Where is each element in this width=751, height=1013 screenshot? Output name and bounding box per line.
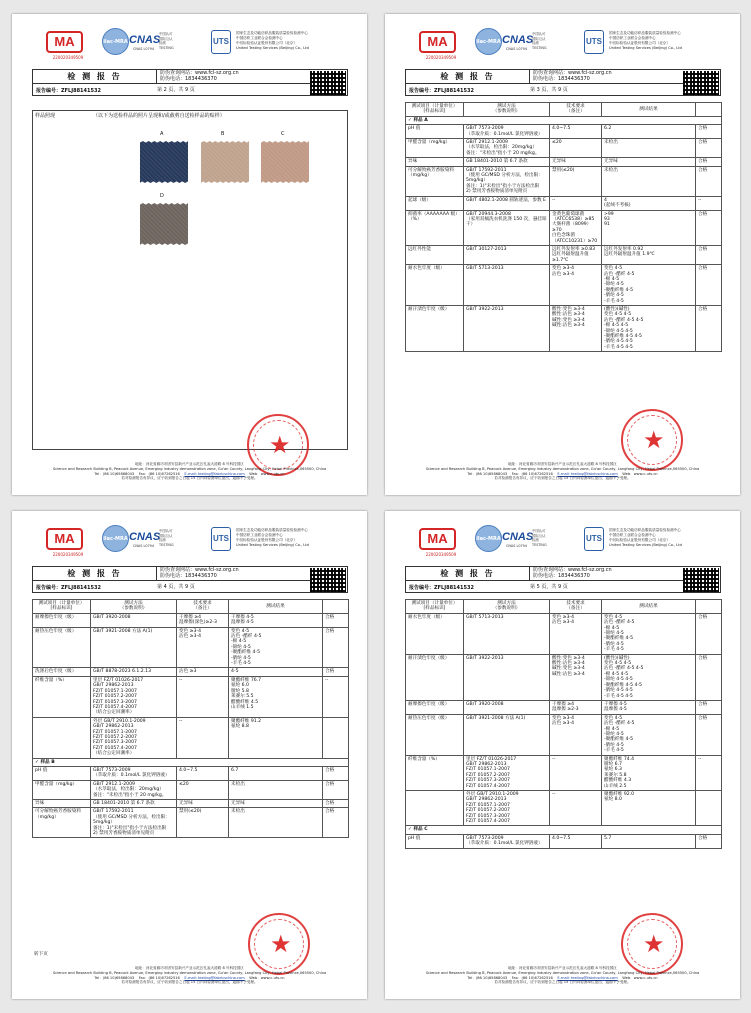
ma-logo: MA <box>46 31 83 53</box>
table-cell: -- <box>550 791 602 826</box>
table-cell: 异味 <box>33 800 91 808</box>
table-cell: 合格 <box>696 158 722 166</box>
table-row <box>406 166 722 196</box>
report-page-5 <box>385 511 740 999</box>
table-cell: 变色 4-5 沾色 -醋纤 4-5 -棉 4-5 -锦纶 4-5 -聚酯纤维 4-5 -腈纶 4-5 -羊毛 4-5 <box>602 265 696 306</box>
qr-code[interactable] <box>310 71 346 95</box>
table-cell: 合格 <box>696 654 722 700</box>
table-cell: 变色 ≥3-4 沾色 ≥3-4 <box>550 714 602 755</box>
table-header-cell: 测试方法 （参数说明） <box>464 103 550 117</box>
lab-name: 国家生态及功能纺织品服装质量检验检测中心 中国纺织工业联合会检测中心 中纺标检验认证股份有限公司（北京） United Testing Services (Beijing) Co., Ltd <box>609 528 682 547</box>
continued-note: 转下页 <box>34 952 48 957</box>
ilac-mra-logo: ilac-MRA <box>102 28 129 55</box>
table-row <box>406 700 722 714</box>
table-row <box>406 125 722 139</box>
table-cell: 耐汗渍色牢度（级） <box>406 306 464 352</box>
report-page-3 <box>385 14 740 495</box>
footer-address-en: Science and Research Building B, Peacock Avenue, Emerging industry demonstration zone, Gu'an County, Langfang City, Hebei Province,065500, China <box>425 466 700 471</box>
results-table <box>32 599 349 838</box>
table-cell: 里层 FZ/T 01026-2017 GB/T 29862-2013 FZ/T 01057.1-2007 FZ/T 01057.2-2007 FZ/T 01057.3-2007 FZ/T 01057.4-2007 （结合公定回潮率） <box>91 676 177 717</box>
uts-logo: UTS <box>211 527 231 551</box>
table-cell: GB 18401-2010 第 6.7 条款 <box>91 800 177 808</box>
page-number: 第 3 页，共 9 页 <box>530 87 568 93</box>
table-cell: 合格 <box>696 210 722 245</box>
table-cell: 酸性:变色 ≥3-4 酸性:沾色 ≥3-4 碱性:变色 ≥3-4 碱性:沾色 ≥3-4 <box>550 654 602 700</box>
table-cell: 远红外发射率 ≥0.83 远红外辐射温升值 ≥1.7℃ <box>550 245 602 264</box>
uts-logo: UTS <box>584 527 604 551</box>
table-cell: 禁用(≤20) <box>550 166 602 196</box>
table-cell: 4.0~7.5 <box>177 766 229 780</box>
footer-tel: Tel：(86 10)65868043 <box>94 471 135 476</box>
table-header-cell <box>323 600 349 614</box>
table-cell: 耐水色牢度（级） <box>406 613 464 654</box>
sample-group-row <box>406 116 722 124</box>
footer-note: 若对检测报告有异议，应于收到报告之日起 15 日内向检测单位提出，逾期不予受理。 <box>121 476 258 481</box>
table-cell: 纤维含量（%） <box>406 755 464 790</box>
uts-logo: UTS <box>584 30 604 54</box>
trace-info <box>530 70 683 83</box>
ma-logo: MA <box>419 528 456 550</box>
ilac-mra-logo: ilac-MRA <box>475 28 502 55</box>
cnas-logo: CNAS <box>502 34 534 46</box>
table-row <box>406 654 722 700</box>
table-cell: 耐热压色牢度（级） <box>33 627 91 668</box>
table-header-cell: 技术要求 （备注） <box>550 600 602 614</box>
table-cell: GB/T 3920-2008 <box>464 700 550 714</box>
table-cell: 合格 <box>696 125 722 139</box>
table-cell <box>406 791 464 826</box>
report-title: 检 测 报 告 <box>406 567 530 580</box>
footer-address-en: Science and Research Building B, Peacock Avenue, Emerging industry demonstration zone, Gu'an County, Langfang City, Hebei Province,065500, China <box>52 466 327 471</box>
table-header-cell: 测试方法 （参数说明） <box>91 600 177 614</box>
table-cell: 合格 <box>323 780 349 799</box>
swatch-label: A <box>160 131 164 137</box>
table-cell: 合格 <box>696 613 722 654</box>
table-cell: GB/T 5713-2013 <box>464 265 550 306</box>
fabric-swatch <box>261 141 309 183</box>
table-cell: GB/T 30127-2013 <box>464 245 550 264</box>
footer-fax: Fax：(86 10)67262516 <box>138 975 180 980</box>
report-number: 报告编号：ZFLJ88141532 <box>409 585 474 591</box>
footer-address-en: Science and Research Building B, Peacock Avenue, Emerging industry demonstration zone, Gu'an County, Langfang City, Hebei Province,065500, China <box>52 970 327 975</box>
table-cell: 变色 ≥3-4 沾色 ≥3-4 <box>550 265 602 306</box>
table-cell: GB/T 3921-2008 方法 A(1) <box>464 714 550 755</box>
ilac-mra-logo: ilac-MRA <box>102 525 129 552</box>
footer-address-cn: 地址：河北省廊坊市固安县新兴产业示范区孔雀大道路 8 号科技园区 <box>508 966 617 970</box>
sample-group-label: ✓ 样品 B <box>33 758 349 766</box>
table-cell: 纤维含量（%） <box>33 676 91 717</box>
table-cell <box>33 717 91 758</box>
table-header-row <box>33 600 349 614</box>
table-cell: 合格 <box>323 627 349 668</box>
table-cell: -- <box>550 755 602 790</box>
table-cell: 合格 <box>696 834 722 848</box>
table-cell: pH 值 <box>406 125 464 139</box>
ma-number: 220020349509 <box>52 55 84 60</box>
table-header-cell: 测试项目（计量单位） [样品标识] <box>406 103 464 117</box>
table-cell: 未检出 <box>602 166 696 196</box>
ma-number: 220020349509 <box>52 552 84 557</box>
sample-photo-caption: （以下为送检样品的照片呈现和/或截剪自送检样品的贴样） <box>93 113 225 119</box>
table-cell: GB 18401-2010 第 6.7 条款 <box>464 158 550 166</box>
ma-number: 220020349509 <box>425 55 457 60</box>
swatch-label: D <box>160 193 164 199</box>
table-cell: 耐摩擦色牢度（级） <box>33 613 91 627</box>
cnas-number: CNAS L0794 <box>133 544 154 548</box>
report-title: 检 测 报 告 <box>33 567 157 580</box>
footer-web[interactable]: Web：www.c-uts.cn <box>622 975 658 980</box>
qr-code[interactable] <box>310 568 346 592</box>
swatch-label: C <box>281 131 285 137</box>
table-row <box>406 613 722 654</box>
table-cell: 合格 <box>323 808 349 838</box>
footer-web[interactable]: Web：www.c-uts.cn <box>249 471 285 476</box>
table-header-cell: 测试项目（计量单位） [样品标识] <box>406 600 464 614</box>
footer-address-cn: 地址：河北省廊坊市固安县新兴产业示范区孔雀大道路 8 号科技园区 <box>508 462 617 466</box>
table-header-cell <box>696 103 722 117</box>
footer-address-cn: 地址：河北省廊坊市固安县新兴产业示范区孔雀大道路 8 号科技园区 <box>135 462 244 466</box>
footer-note: 若对检测报告有异议，应于收到报告之日起 15 日内向检测单位提出，逾期不予受理。 <box>494 980 631 985</box>
cnas-side-text: 中国认可 国际互认 检测 TESTING <box>532 529 547 547</box>
trace-phone: 防伪电话：1834436370 <box>533 75 590 82</box>
table-cell: pH 值 <box>406 834 464 848</box>
table-cell: 外层 GB/T 2910.1-2009 GB/T 29862-2013 FZ/T 01057.1-2007 FZ/T 01057.2-2007 FZ/T 01057.3-2007 FZ/T 01057.4-2007 <box>464 791 550 826</box>
lab-name: 国家生态及功能纺织品服装质量检验检测中心 中国纺织工业联合会检测中心 中纺标检验认证股份有限公司（北京） United Testing Services (Beijing) Co., Ltd <box>236 528 309 547</box>
cnas-number: CNAS L0794 <box>133 47 154 51</box>
table-cell: 4.0~7.5 <box>550 834 602 848</box>
table-header-row <box>406 600 722 614</box>
table-row <box>33 627 349 668</box>
table-cell: (酸性)(碱性) 变色 4-5 4-5 沾色 -醋纤 4-5 4-5 -棉 4-5 4-5 -锦纶 4-5 4-5 -聚酯纤维 4-5 4-5 -腈纶 4-5 4-5 -羊毛 4-5 4-5 <box>602 306 696 352</box>
table-header-cell: 技术要求 （备注） <box>177 600 229 614</box>
table-row <box>33 808 349 838</box>
table-cell: 4.0~7.5 <box>550 125 602 139</box>
table-cell: 起球（级） <box>406 196 464 210</box>
table-cell: 干摩擦 ≥4 湿摩擦(深色)≥2-3 <box>177 613 229 627</box>
cnas-side-text: 中国认可 国际互认 检测 TESTING <box>159 32 174 50</box>
table-row <box>33 717 349 758</box>
table-cell: -- <box>323 676 349 717</box>
table-cell: GB/T 7573-2009 （萃取介质：0.1mol/L 氯化钾溶液） <box>464 125 550 139</box>
report-page-4 <box>12 511 367 999</box>
trace-info <box>157 70 310 83</box>
table-cell: 变色 4-5 沾色 -醋纤 4-5 -棉 4-5 -锦纶 4-5 -聚酯纤维 4-5 -腈纶 4-5 -羊毛 4-5 <box>602 613 696 654</box>
official-seal: ★ <box>247 414 309 476</box>
table-cell: 聚酯纤维 92.0 氨纶 8.0 <box>602 791 696 826</box>
trace-info <box>530 567 683 580</box>
table-row <box>406 755 722 790</box>
certification-logos <box>12 511 367 559</box>
report-header <box>32 69 348 96</box>
table-cell: 耐汗渍色牢度（级） <box>406 654 464 700</box>
report-number: 报告编号：ZFLJ88141532 <box>36 88 101 94</box>
cnas-logo: CNAS <box>129 531 161 543</box>
footer-fax: Fax：(86 10)67262516 <box>511 975 553 980</box>
table-cell: GB/T 2912.1-2009 （水萃取法，检出限：20mg/kg） 备注："未检出"指小于 20 mg/kg。 <box>91 780 177 799</box>
footer-web[interactable]: Web：www.c-uts.cn <box>249 975 285 980</box>
table-cell: GB/T 8878-2023 6.1.2.13 <box>91 668 177 676</box>
report-footer <box>12 462 367 481</box>
ma-logo: MA <box>419 31 456 53</box>
table-cell: 未检出 <box>229 808 323 838</box>
table-cell: 聚酯纤维 91.2 氨纶 8.8 <box>229 717 323 758</box>
footer-fax: Fax：(86 10)67262516 <box>138 471 180 476</box>
table-row <box>406 265 722 306</box>
table-header-cell: 测试项目（计量单位） [样品标识] <box>33 600 91 614</box>
table-cell: 洗涤后色牢度（级） <box>33 668 91 676</box>
table-cell: 合格 <box>696 306 722 352</box>
table-row <box>406 245 722 264</box>
table-cell: 合格 <box>323 668 349 676</box>
table-cell: 无异味 <box>177 800 229 808</box>
trace-site: 防伪查询网站：www.fcl-sz.org.cn <box>160 567 239 573</box>
table-cell: 聚酯纤维 74.4 腈纶 6.7 氨纶 6.3 莱赛尔 5.8 醋酸纤维 4.3 山羊绒 2.5 <box>602 755 696 790</box>
table-cell: 无异味 <box>602 158 696 166</box>
table-cell: 6.7 <box>229 766 323 780</box>
table-cell: 禁用(≤20) <box>177 808 229 838</box>
fabric-swatch <box>140 141 188 183</box>
table-row <box>33 780 349 799</box>
table-cell: -- <box>177 676 229 717</box>
sample-photo-label: 样品照现 <box>35 113 56 119</box>
table-cell: ≤20 <box>550 139 602 158</box>
lab-name: 国家生态及功能纺织品服装质量检验检测中心 中国纺织工业联合会检测中心 中纺标检验认证股份有限公司（北京） United Testing Services (Beijing) Co., Ltd <box>236 31 309 50</box>
table-cell: 异味 <box>406 158 464 166</box>
footer-tel: Tel：(86 10)65868043 <box>467 471 508 476</box>
table-cell: -- <box>550 196 602 210</box>
table-header-cell: 测试结果 <box>229 600 323 614</box>
table-header-cell: 测试结果 <box>602 600 696 614</box>
table-cell: 甲醛含量（mg/kg） <box>406 139 464 158</box>
ma-number: 220020349509 <box>425 552 457 557</box>
cnas-logo: CNAS <box>129 34 161 46</box>
table-cell: 4 (起绒不考核) <box>602 196 696 210</box>
cnas-logo: CNAS <box>502 531 534 543</box>
table-cell: -- <box>696 196 722 210</box>
fabric-swatch <box>201 141 249 183</box>
table-row <box>406 196 722 210</box>
table-cell: 合格 <box>323 800 349 808</box>
report-header <box>32 566 348 593</box>
table-row <box>406 306 722 352</box>
results-table <box>405 599 722 849</box>
report-header <box>405 69 721 96</box>
footer-email[interactable]: E-mail: testing@fabricschina.com <box>184 471 245 476</box>
table-cell: 5.7 <box>602 834 696 848</box>
table-cell <box>696 791 722 826</box>
table-cell: 可分解致癌芳香胺染料（mg/kg） <box>406 166 464 196</box>
table-cell: 远红外性能 <box>406 245 464 264</box>
report-footer <box>385 462 740 481</box>
table-cell: 变色 4-5 沾色 -醋纤 4-5 -棉 4-5 -锦纶 4-5 -聚酯纤维 4-5 -腈纶 4-5 -羊毛 4-5 <box>602 714 696 755</box>
footer-email[interactable]: E-mail: testing@fabricschina.com <box>557 471 618 476</box>
table-cell: 抑菌率（AAAAAAA 级）（%） <box>406 210 464 245</box>
table-cell: 外层 GB/T 2910.1-2009 GB/T 29862-2013 FZ/T 01057.1-2007 FZ/T 01057.2-2007 FZ/T 01057.3-2007 FZ/T 01057.4-2007 （结合公定回潮率） <box>91 717 177 758</box>
table-cell: 聚酯纤维 76.7 氨纶 6.0 腈纶 5.8 莱赛尔 5.5 醋酸纤维 4.5 山羊绒 1.5 <box>229 676 323 717</box>
footer-fax: Fax：(86 10)67262516 <box>511 471 553 476</box>
ilac-mra-logo: ilac-MRA <box>475 525 502 552</box>
table-cell: 干摩擦 4-5 湿摩擦 4-5 <box>229 613 323 627</box>
table-cell: 合格 <box>696 265 722 306</box>
table-cell: GB/T 2912.1-2009 （水萃取法，检出限：20mg/kg） 备注："未检出"指小于 20 mg/kg。 <box>464 139 550 158</box>
table-cell: 未检出 <box>229 780 323 799</box>
cnas-number: CNAS L0794 <box>506 47 527 51</box>
footer-note: 若对检测报告有异议，应于收到报告之日起 15 日内向检测单位提出，逾期不予受理。 <box>494 476 631 481</box>
table-cell: >99 93 91 <box>602 210 696 245</box>
sample-group-label: ✓ 样品 C <box>406 826 722 834</box>
trace-info <box>157 567 310 580</box>
results-table <box>405 102 722 352</box>
table-row <box>406 158 722 166</box>
table-cell: 合格 <box>323 766 349 780</box>
report-header <box>405 566 721 593</box>
report-number: 报告编号：ZFLJ88141532 <box>36 585 101 591</box>
table-cell: 变色 ≥3-4 沾色 ≥3-4 <box>177 627 229 668</box>
table-cell: 可分解致癌芳香胺染料（mg/kg） <box>33 808 91 838</box>
page-number: 第 4 页，共 9 页 <box>157 584 195 590</box>
footer-address-cn: 地址：河北省廊坊市固安县新兴产业示范区孔雀大道路 8 号科技园区 <box>135 966 244 970</box>
table-row <box>33 613 349 627</box>
table-cell: 酸性:变色 ≥3-4 酸性:沾色 ≥3-4 碱性:变色 ≥3-4 碱性:沾色 ≥3-4 <box>550 306 602 352</box>
cnas-side-text: 中国认可 国际互认 检测 TESTING <box>159 529 174 547</box>
table-cell: 耐热压色牢度（级） <box>406 714 464 755</box>
table-cell: GB/T 3922-2013 <box>464 306 550 352</box>
table-cell: -- <box>177 717 229 758</box>
table-row <box>406 791 722 826</box>
report-footer <box>385 966 740 985</box>
table-cell: GB/T 7573-2009 （萃取介质：0.1mol/L 氯化钾溶液） <box>464 834 550 848</box>
table-cell: GB/T 3921-2008 方法 A(1) <box>91 627 177 668</box>
official-seal: ★ <box>621 913 683 975</box>
table-cell: 合格 <box>323 613 349 627</box>
trace-phone: 防伪电话：1834436370 <box>160 75 217 82</box>
table-row <box>406 139 722 158</box>
cnas-number: CNAS L0794 <box>506 544 527 548</box>
trace-phone: 防伪电话：1834436370 <box>533 572 590 579</box>
footer-tel: Tel：(86 10)65868043 <box>94 975 135 980</box>
table-cell: 6.2 <box>602 125 696 139</box>
table-cell: GB/T 4802.1-2008 圆轨迹法，参数 E <box>464 196 550 210</box>
table-cell: 无异味 <box>229 800 323 808</box>
table-cell: 干摩擦 ≥4 湿摩擦 ≥2-3 <box>550 700 602 714</box>
table-cell: 变色 4-5 沾色 -醋纤 4-5 -棉 4-5 -锦纶 4-5 -聚酯纤维 4-5 -腈纶 4-5 -羊毛 4-5 <box>229 627 323 668</box>
table-cell: 4-5 <box>229 668 323 676</box>
table-cell: GB/T 7573-2009 （萃取介质：0.1mol/L 氯化钾溶液） <box>91 766 177 780</box>
footer-web[interactable]: Web：www.c-uts.cn <box>622 471 658 476</box>
report-page-2 <box>12 14 367 495</box>
table-cell: GB/T 20944.3-2008 （家用双桶洗衣机洗涤 150 次，悬挂晾干） <box>464 210 550 245</box>
table-cell: 合格 <box>696 714 722 755</box>
table-header-cell: 测试方法 （参数说明） <box>464 600 550 614</box>
table-row <box>406 834 722 848</box>
trace-phone: 防伪电话：1834436370 <box>160 572 217 579</box>
table-cell: 未检出 <box>602 139 696 158</box>
table-cell: 耐水色牢度（级） <box>406 265 464 306</box>
certification-logos <box>385 14 740 62</box>
trace-site: 防伪查询网站：www.fcl-sz.org.cn <box>160 70 239 76</box>
uts-logo: UTS <box>211 30 231 54</box>
table-row <box>33 676 349 717</box>
table-cell: GB/T 3920-2008 <box>91 613 177 627</box>
cnas-side-text: 中国认可 国际互认 检测 TESTING <box>532 32 547 50</box>
footer-tel: Tel：(86 10)65868043 <box>467 975 508 980</box>
certification-logos <box>12 14 367 62</box>
swatch-label: B <box>221 131 225 137</box>
footer-address-en: Science and Research Building B, Peacock Avenue, Emerging industry demonstration zone, Gu'an County, Langfang City, Hebei Province,065500, China <box>425 970 700 975</box>
table-row <box>33 766 349 780</box>
table-cell: 无异味 <box>550 158 602 166</box>
sample-group-row <box>406 826 722 834</box>
ma-logo: MA <box>46 528 83 550</box>
trace-site: 防伪查询网站：www.fcl-sz.org.cn <box>533 70 612 76</box>
table-cell: GB/T 3922-2013 <box>464 654 550 700</box>
page-number: 第 2 页，共 9 页 <box>157 87 195 93</box>
table-cell: 合格 <box>696 700 722 714</box>
table-cell: 耐摩擦色牢度（级） <box>406 700 464 714</box>
report-number: 报告编号：ZFLJ88141532 <box>409 88 474 94</box>
table-cell: 甲醛含量（mg/kg） <box>33 780 91 799</box>
table-cell: 合格 <box>696 245 722 264</box>
lab-name: 国家生态及功能纺织品服装质量检验检测中心 中国纺织工业联合会检测中心 中纺标检验认证股份有限公司（北京） United Testing Services (Beijing) Co., Ltd <box>609 31 682 50</box>
table-row <box>33 668 349 676</box>
table-header-row <box>406 103 722 117</box>
table-cell: -- <box>696 755 722 790</box>
certification-logos <box>385 511 740 559</box>
table-cell: pH 值 <box>33 766 91 780</box>
table-header-cell: 技术要求 （备注） <box>550 103 602 117</box>
table-cell: 合格 <box>696 139 722 158</box>
footer-email[interactable]: E-mail: testing@fabricschina.com <box>184 975 245 980</box>
report-footer <box>12 966 367 985</box>
trace-site: 防伪查询网站：www.fcl-sz.org.cn <box>533 567 612 573</box>
page-number: 第 5 页，共 9 页 <box>530 584 568 590</box>
sample-photo-section <box>32 110 348 450</box>
table-cell: GB/T 17592-2011 （使用 GC/MSD 分析方法，检出限：5mg/kg） 备注：1)"未检出"指小于方法检出限 2) 禁用芳香胺物质清单见附页 <box>91 808 177 838</box>
official-seal: ★ <box>248 913 310 975</box>
table-cell: 沾色 ≥3 <box>177 668 229 676</box>
table-header-cell <box>696 600 722 614</box>
table-cell: (酸性)(碱性) 变色 4-5 4-5 沾色 -醋纤 4-5 4-5 -棉 4-5 4-5 -锦纶 4-5 4-5 -聚酯纤维 4-5 4-5 -腈纶 4-5 4-5 -羊毛 4-5 4-5 <box>602 654 696 700</box>
sample-group-row <box>33 758 349 766</box>
official-seal: ★ <box>621 409 683 471</box>
footer-email[interactable]: E-mail: testing@fabricschina.com <box>557 975 618 980</box>
report-title: 检 测 报 告 <box>406 70 530 83</box>
sample-group-label: ✓ 样品 A <box>406 116 722 124</box>
table-cell: ≤20 <box>177 780 229 799</box>
qr-code[interactable] <box>683 568 719 592</box>
table-row <box>33 800 349 808</box>
table-cell: 金黄色葡萄球菌（ATCC6538）≥85 大肠杆菌（8099）≥70 白色念珠菌（ATCC10231）≥70 <box>550 210 602 245</box>
fabric-swatch <box>140 203 188 245</box>
table-cell: GB/T 5713-2013 <box>464 613 550 654</box>
report-title: 检 测 报 告 <box>33 70 157 83</box>
table-row <box>406 714 722 755</box>
table-cell: 合格 <box>696 166 722 196</box>
table-header-cell: 测试结果 <box>602 103 696 117</box>
table-cell <box>323 717 349 758</box>
table-cell: 变色 ≥3-4 沾色 ≥3-4 <box>550 613 602 654</box>
footer-note: 若对检测报告有异议，应于收到报告之日起 15 日内向检测单位提出，逾期不予受理。 <box>121 980 258 985</box>
table-row <box>406 210 722 245</box>
table-cell: 远红外发射率 0.92 远红外辐射温升值 1.9℃ <box>602 245 696 264</box>
table-cell: 干摩擦 4-5 湿摩擦 4-5 <box>602 700 696 714</box>
qr-code[interactable] <box>683 71 719 95</box>
table-cell: 里层 FZ/T 01026-2017 GB/T 29862-2013 FZ/T 01057.1-2007 FZ/T 01057.2-2007 FZ/T 01057.3-2007 FZ/T 01057.4-2007 <box>464 755 550 790</box>
table-cell: GB/T 17592-2011 （使用 GC/MSD 分析方法，检出限：5mg/kg） 备注：1)"未检出"指小于方法检出限 2) 禁用芳香胺物质清单见附页 <box>464 166 550 196</box>
